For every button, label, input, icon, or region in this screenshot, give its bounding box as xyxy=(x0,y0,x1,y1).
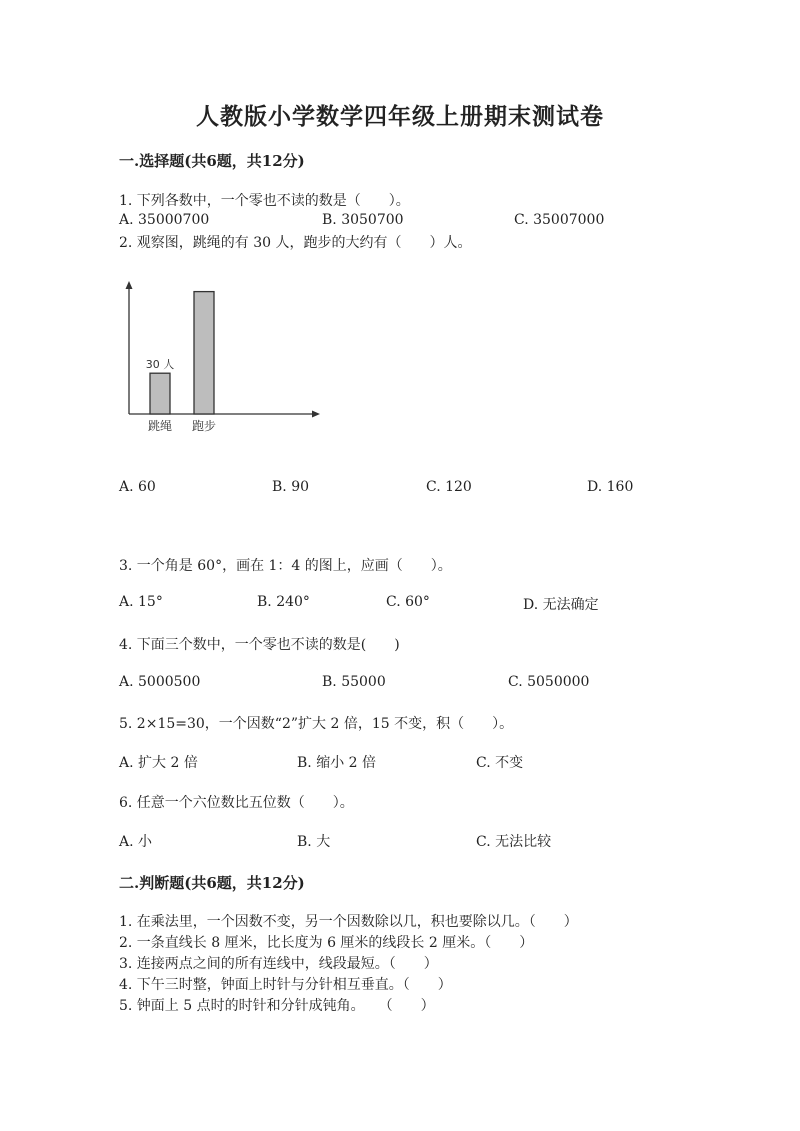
q3-text: 3. 一个角是 60°，画在 1：4 的图上，应画（ ）。 xyxy=(119,558,452,574)
section1-heading: 一.选择题(共6题，共12分) xyxy=(119,152,305,170)
bar-chart xyxy=(110,278,330,438)
judge-item-1: 1. 在乘法里，一个因数不变，另一个因数除以几，积也要除以几。（ ） xyxy=(119,914,578,930)
y-axis-arrow xyxy=(126,281,133,289)
q5-option-c: C. 不变 xyxy=(476,755,524,771)
data-label-1: 30 人 xyxy=(145,358,175,372)
judge-item-4: 4. 下午三时整，钟面上时针与分针相互垂直。（ ） xyxy=(119,977,452,993)
q6-option-c: C. 无法比较 xyxy=(476,834,552,850)
q2-option-b: B. 90 xyxy=(272,479,310,495)
judge-item-2: 2. 一条直线长 8 厘米，比长度为 6 厘米的线段长 2 厘米。（ ） xyxy=(119,935,534,951)
q4-option-b: B. 55000 xyxy=(322,674,386,690)
q5-text: 5. 2×15=30，一个因数“2”扩大 2 倍，15 不变，积（ ）。 xyxy=(119,716,514,732)
q2-text: 2. 观察图，跳绳的有 30 人，跑步的大约有（ ）人。 xyxy=(119,235,472,251)
x-axis-arrow xyxy=(312,411,320,418)
q6-option-b: B. 大 xyxy=(297,834,331,850)
q1-text: 1. 下列各数中，一个零也不读的数是（ ）。 xyxy=(119,193,410,209)
q2-option-a: A. 60 xyxy=(119,479,156,495)
q1-option-a: A. 35000700 xyxy=(119,212,210,228)
q5-option-b: B. 缩小 2 倍 xyxy=(297,755,376,771)
bar-2 xyxy=(194,292,214,414)
q6-option-a: A. 小 xyxy=(119,834,153,850)
q3-option-d: D. 无法确定 xyxy=(523,597,599,613)
x-tick-label-1: 跳绳 xyxy=(147,419,173,433)
judge-item-5: 5. 钟面上 5 点时的时针和分针成钝角。 （ ） xyxy=(119,998,435,1014)
q4-option-a: A. 5000500 xyxy=(119,674,201,690)
section2-heading: 二.判断题(共6题，共12分) xyxy=(119,874,305,892)
judge-item-3: 3. 连接两点之间的所有连线中，线段最短。（ ） xyxy=(119,956,438,972)
x-tick-label-2: 跑步 xyxy=(191,419,217,433)
q1-option-b: B. 3050700 xyxy=(322,212,404,228)
q4-text: 4. 下面三个数中，一个零也不读的数是( ) xyxy=(119,637,400,653)
q2-option-d: D. 160 xyxy=(587,479,634,495)
q5-option-a: A. 扩大 2 倍 xyxy=(119,755,198,771)
page-title: 人教版小学数学四年级上册期末测试卷 xyxy=(196,103,604,130)
q4-option-c: C. 5050000 xyxy=(508,674,590,690)
q3-option-a: A. 15° xyxy=(119,594,163,610)
q3-option-c: C. 60° xyxy=(386,594,430,610)
q6-text: 6. 任意一个六位数比五位数（ ）。 xyxy=(119,795,354,811)
q3-option-b: B. 240° xyxy=(257,594,310,610)
bar-1 xyxy=(150,373,170,414)
q1-option-c: C. 35007000 xyxy=(514,212,605,228)
q2-option-c: C. 120 xyxy=(426,479,472,495)
